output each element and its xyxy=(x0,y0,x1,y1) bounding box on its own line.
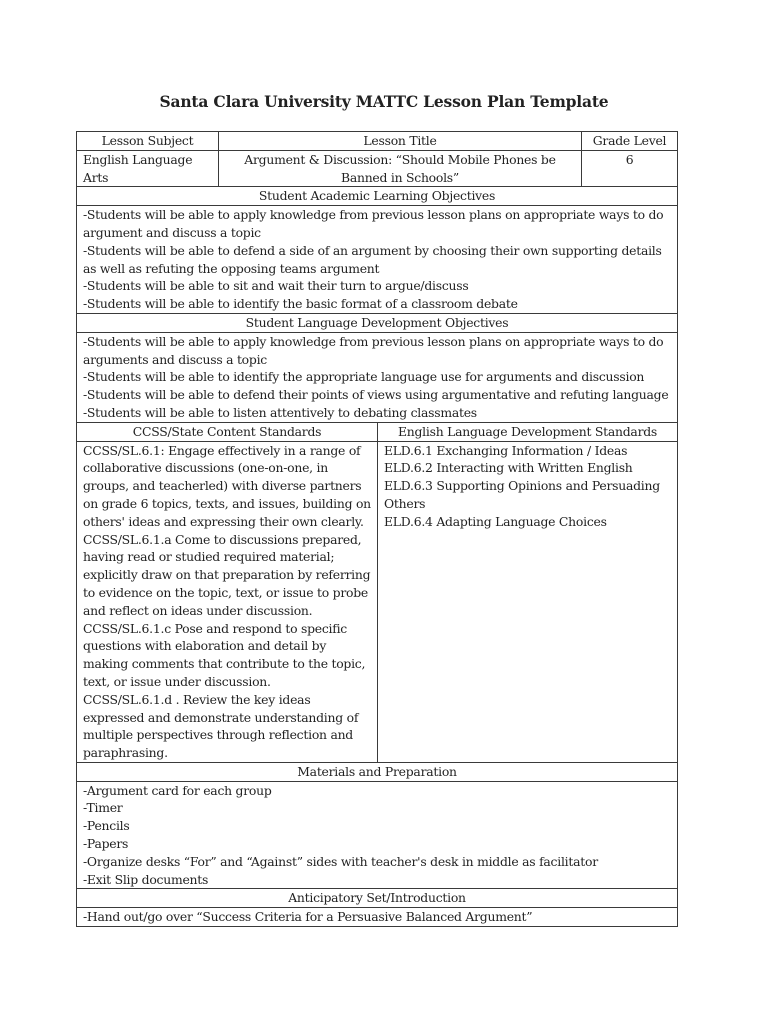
standard-line: CCSS/SL.6.1.c Pose and respond to specific xyxy=(83,620,347,636)
material-line: -Pencils xyxy=(83,818,130,834)
language-objectives-body xyxy=(77,332,678,422)
eld-line: ELD.6.1 Exchanging Information / Ideas xyxy=(384,442,628,458)
material-line: -Organize desks “For” and “Against” sides with teacher's desk in middle as facilitator xyxy=(83,853,598,869)
standard-line: expressed and demonstrate understanding of xyxy=(83,709,359,725)
standard-line: others' ideas and expressing their own clearly. xyxy=(83,513,364,529)
eld-line: ELD.6.4 Adapting Language Choices xyxy=(384,513,607,529)
anticipatory-row xyxy=(77,908,678,927)
standard-line: collaborative discussions (one-on-one, in xyxy=(83,460,328,476)
header-value-row xyxy=(77,150,678,187)
language-objectives-heading: Student Language Development Objectives xyxy=(77,313,678,332)
lesson-title-label: Lesson Title xyxy=(219,132,582,151)
objective-line: -Students will be able to defend a side of an argument by choosing their own supporting details xyxy=(83,242,662,258)
materials-body xyxy=(77,781,678,889)
lesson-subject-label: Lesson Subject xyxy=(77,132,219,151)
academic-objectives-row xyxy=(77,206,678,314)
standard-line: making comments that contribute to the topic, xyxy=(83,656,366,672)
objective-line: -Students will be able to apply knowledge from previous lesson plans on appropriate ways to do xyxy=(83,207,664,223)
academic-objectives-header-row xyxy=(77,187,678,206)
objective-line: argument and discuss a topic xyxy=(83,224,261,240)
anticipatory-heading: Anticipatory Set/Introduction xyxy=(77,889,678,908)
objective-line: -Students will be able to apply knowledge from previous lesson plans on appropriate ways to do xyxy=(83,333,664,349)
subject-line: English Language xyxy=(83,151,193,167)
standard-line: having read or studied required material; xyxy=(83,549,335,565)
material-line: -Argument card for each group xyxy=(83,782,272,798)
document-title: Santa Clara University MATTC Lesson Plan Template xyxy=(159,92,609,111)
header-label-row xyxy=(77,132,678,151)
eld-line: ELD.6.2 Interacting with Written English xyxy=(384,460,633,476)
content-standards-heading: CCSS/State Content Standards xyxy=(77,422,378,441)
standard-line: questions with elaboration and detail by xyxy=(83,638,327,654)
eld-standards-heading: English Language Development Standards xyxy=(378,422,678,441)
objective-line: -Students will be able to identify the basic format of a classroom debate xyxy=(83,296,518,312)
standard-line: groups, and teacherled) with diverse partners xyxy=(83,478,362,494)
objective-line: -Students will be able to defend their points of views using argumentative and refuting language xyxy=(83,387,669,403)
anticipatory-body xyxy=(77,908,678,927)
materials-row xyxy=(77,781,678,889)
eld-line: Others xyxy=(384,495,426,511)
objective-line: -Students will be able to identify the appropriate language use for arguments and discussion xyxy=(83,369,645,385)
lesson-plan-table xyxy=(76,131,678,927)
objective-line: -Students will be able to sit and wait their turn to argue/discuss xyxy=(83,278,469,294)
academic-objectives-body xyxy=(77,206,678,314)
grade-level-value: 6 xyxy=(582,150,678,187)
objective-line: arguments and discuss a topic xyxy=(83,351,267,367)
standard-line: and reflect on ideas under discussion. xyxy=(83,602,313,618)
material-line: -Papers xyxy=(83,836,129,852)
eld-line: ELD.6.3 Supporting Opinions and Persuading xyxy=(384,478,660,494)
standards-header-row xyxy=(77,422,678,441)
title-line: Argument & Discussion: “Should Mobile Phones be xyxy=(244,151,556,167)
materials-header-row xyxy=(77,762,678,781)
standard-line: paraphrasing. xyxy=(83,745,168,761)
standard-line: text, or issue under discussion. xyxy=(83,673,271,689)
standard-line: CCSS/SL.6.1.d . Review the key ideas xyxy=(83,691,311,707)
title-line: Banned in Schools” xyxy=(340,169,460,185)
anticipatory-line: -Hand out/go over “Success Criteria for a Persuasive Balanced Argument” xyxy=(83,909,533,925)
lesson-title-value xyxy=(219,150,582,187)
academic-objectives-heading: Student Academic Learning Objectives xyxy=(77,187,678,206)
standard-line: to evidence on the topic, text, or issue to probe xyxy=(83,584,369,600)
standard-line: CCSS/SL.6.1: Engage effectively in a range of xyxy=(83,442,361,458)
objective-line: -Students will be able to listen attentively to debating classmates xyxy=(83,404,477,420)
content-standards-body xyxy=(77,441,378,762)
lesson-subject-value xyxy=(77,150,219,187)
standard-line: CCSS/SL.6.1.a Come to discussions prepared, xyxy=(83,531,362,547)
standard-line: multiple perspectives through reflection and xyxy=(83,727,353,743)
anticipatory-header-row xyxy=(77,889,678,908)
standards-row xyxy=(77,441,678,762)
materials-heading: Materials and Preparation xyxy=(77,762,678,781)
subject-line: Arts xyxy=(83,169,109,185)
standard-line: on grade 6 topics, texts, and issues, building on xyxy=(83,495,371,511)
standard-line: explicitly draw on that preparation by referring xyxy=(83,567,371,583)
language-objectives-row xyxy=(77,332,678,422)
objective-line: as well as refuting the opposing teams argument xyxy=(83,260,380,276)
material-line: -Exit Slip documents xyxy=(83,871,209,887)
grade-level-label: Grade Level xyxy=(582,132,678,151)
eld-standards-body xyxy=(378,441,678,762)
material-line: -Timer xyxy=(83,800,123,816)
language-objectives-header-row xyxy=(77,313,678,332)
